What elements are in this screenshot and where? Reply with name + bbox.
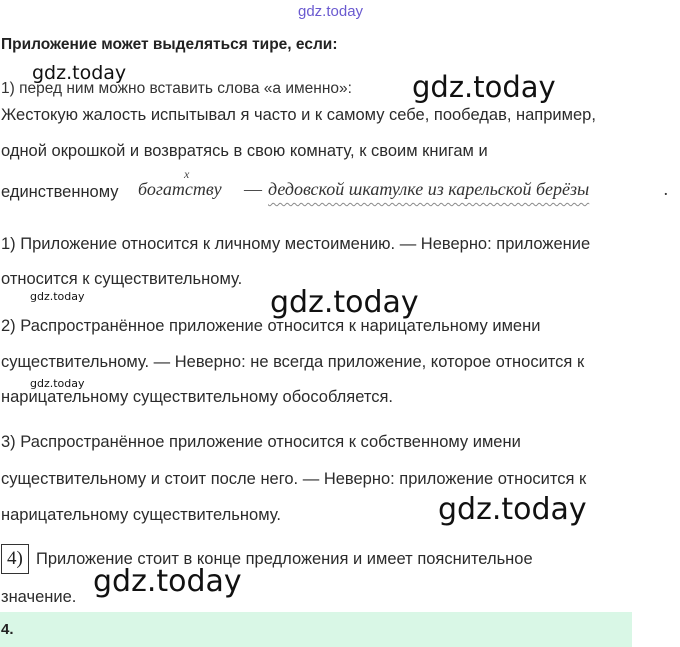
example-line-2: одной окрошкой и возвратясь в свою комнату, к своим книгам и	[1, 142, 488, 160]
example-line-1: Жестокую жалость испытывал я часто и к самому себе, пообедав, например,	[1, 106, 596, 124]
watermark: gdz.today	[412, 70, 556, 104]
watermark: gdz.today	[32, 62, 127, 84]
grammar-mark: x	[184, 167, 190, 181]
option-3-line-1: 3) Распространённое приложение относится к собственному имени	[1, 433, 521, 451]
rule-heading: Приложение может выделяться тире, если:	[1, 36, 338, 53]
dash: —	[244, 179, 262, 199]
rule-item-1: 1) перед ним можно вставить слова «а именно»:	[1, 80, 352, 97]
option-4-line-2: значение.	[1, 588, 77, 606]
option-4-number-box: 4)	[1, 544, 29, 574]
example-line-3-prefix: единственному	[1, 183, 119, 201]
option-1-line-1: 1) Приложение относится к личному местоимению. — Неверно: приложение	[1, 235, 591, 253]
watermark: gdz.today	[30, 290, 85, 303]
answer-label: 4.	[1, 621, 14, 638]
watermark: gdz.today	[30, 377, 85, 390]
watermark: gdz.today	[270, 285, 419, 320]
option-2-line-3: нарицательному существительному обособляется.	[1, 388, 394, 406]
watermark: gdz.today	[438, 492, 587, 527]
watermark-top: gdz.today	[298, 3, 364, 20]
option-2-line-1: 2) Распространённое приложение относится к нарицательному имени	[1, 317, 541, 335]
option-3-line-2: существительному и стоит после него. — Неверно: приложение относится к	[1, 470, 587, 488]
option-2-line-2: существительному. — Неверно: не всегда приложение, которое относится к	[1, 353, 585, 371]
sentence-period: .	[664, 179, 669, 199]
option-4-line-1: Приложение стоит в конце предложения и имеет пояснительное	[36, 550, 533, 568]
appositive-phrase: дедовской шкатулке из карельской берёзы	[268, 179, 590, 199]
option-3-line-3: нарицательному существительному.	[1, 506, 281, 524]
option-1-line-2: относится к существительному.	[1, 270, 243, 288]
answer-bar	[0, 612, 632, 647]
marked-word: богатству	[138, 179, 222, 199]
watermark: gdz.today	[93, 564, 242, 599]
